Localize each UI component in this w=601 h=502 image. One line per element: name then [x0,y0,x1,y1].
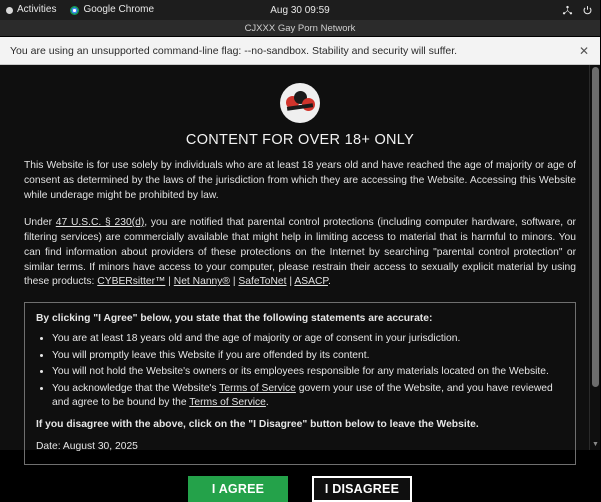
infobar-message: You are using an unsupported command-line flag: --no-sandbox. Stability and security will suffer. [10,44,458,57]
power-icon[interactable] [582,5,593,16]
disagree-button[interactable]: I DISAGREE [312,476,412,502]
cybersitter-link[interactable]: CYBERsitter™ [97,276,166,288]
safetonet-link[interactable]: SafeToNet [238,276,287,288]
age-verification-container [0,65,600,502]
page-scrollbar[interactable] [589,65,600,450]
close-icon[interactable]: ✕ [578,43,590,58]
page-content [0,65,600,497]
command-line-flag-infobar [0,37,600,65]
page-title: CONTENT FOR OVER 18+ ONLY [185,132,415,148]
activities-button[interactable] [6,5,56,15]
app-menu-label: Google Chrome [83,4,155,15]
network-icon[interactable] [562,5,573,16]
window-title: CJXXX Gay Porn Network [244,22,356,34]
site-logo-icon [280,83,320,123]
disagree-note: If you disagree with the above, click on the "I Disagree" button below to leave the Website. [36,419,479,431]
agreement-box [24,302,576,465]
terms-of-service-link-1[interactable]: Terms of Service [219,382,296,394]
browser-title-bar[interactable] [0,20,600,37]
list-item: • You will promptly leave this Website if you are offended by its content. [52,349,564,364]
chrome-icon [70,6,79,15]
paragraph2-mid: , you are notified that parental control protections (including computer hardware, software, or filtering services) are commercially available that might help in limiting access to material that is harmful to minors. You can find information about providers of these protections on the Internet by searching "parental control protection" or similar terms. If minors have access to your computer, please restrain their access to sexually explicit material by using these products: [24,216,576,288]
sep1: | [165,276,174,288]
netnanny-link[interactable]: Net Nanny® [173,276,231,288]
age-paragraph: This Website is for use solely by individuals who are at least 18 years old and have reached the age of majority or age of consent as determined by the laws of the jurisdiction from which they are accessing the Website. Accessing this Website while underage might be prohibited by law. [24,160,576,201]
parental-control-paragraph: Under 47 U.S.C. § 230(d), you are notified that parental control protections (including computer hardware, software, or filtering services) are commercially available that might help in limiting access to material that is harmful to minors. You can find information about providers of these protections on the Internet by searching "parental control protection" or similar terms. If minors have access to your computer, please restrain their access to sexually explicit material by using these products: CYBERsitter™ | Net Nanny® | SafeToNet | ASACP. [24,216,576,288]
clock[interactable]: Aug 30 09:59 [270,4,330,16]
terms-of-service-link-2[interactable]: Terms of Service [189,397,266,409]
bullet4-pre: You acknowledge that the Website's [52,382,220,394]
top-bar-status-group[interactable] [562,5,600,16]
activities-label: Activities [17,4,57,15]
logo-container [24,83,576,123]
sep3: | [286,276,295,288]
asacp-link[interactable]: ASACP [294,276,328,288]
bullet4-mid: govern your use of the Website, and you have reviewed and agree to be bound by the [52,382,553,409]
list-item: • You are at least 18 years old and the age of majority or age of consent in your jurisdiction. [52,332,564,347]
activities-dot-icon [6,7,13,14]
agreement-date: Date: August 30, 2025 [36,440,138,452]
law-link[interactable]: 47 U.S.C. § 230(d) [55,216,145,228]
list-item-terms [52,382,564,411]
top-bar-left-group [0,5,154,15]
app-menu-chrome[interactable] [70,5,154,15]
agree-button[interactable]: I AGREE [188,476,288,502]
sep2: | [230,276,239,288]
chevron-down-icon[interactable]: ▼ [592,441,599,448]
button-row [24,476,576,502]
scrollbar-thumb[interactable] [592,67,599,387]
list-item: • You will not hold the Website's owners or its employees responsible for any materials located on the Website. [52,365,564,380]
paragraph2-pre: Under [24,216,56,228]
agreement-list [52,332,564,411]
bullet4-end: . [265,397,269,409]
agreement-lead: By clicking "I Agree" below, you state that the following statements are accurate: [36,313,433,325]
system-top-bar [0,0,600,20]
